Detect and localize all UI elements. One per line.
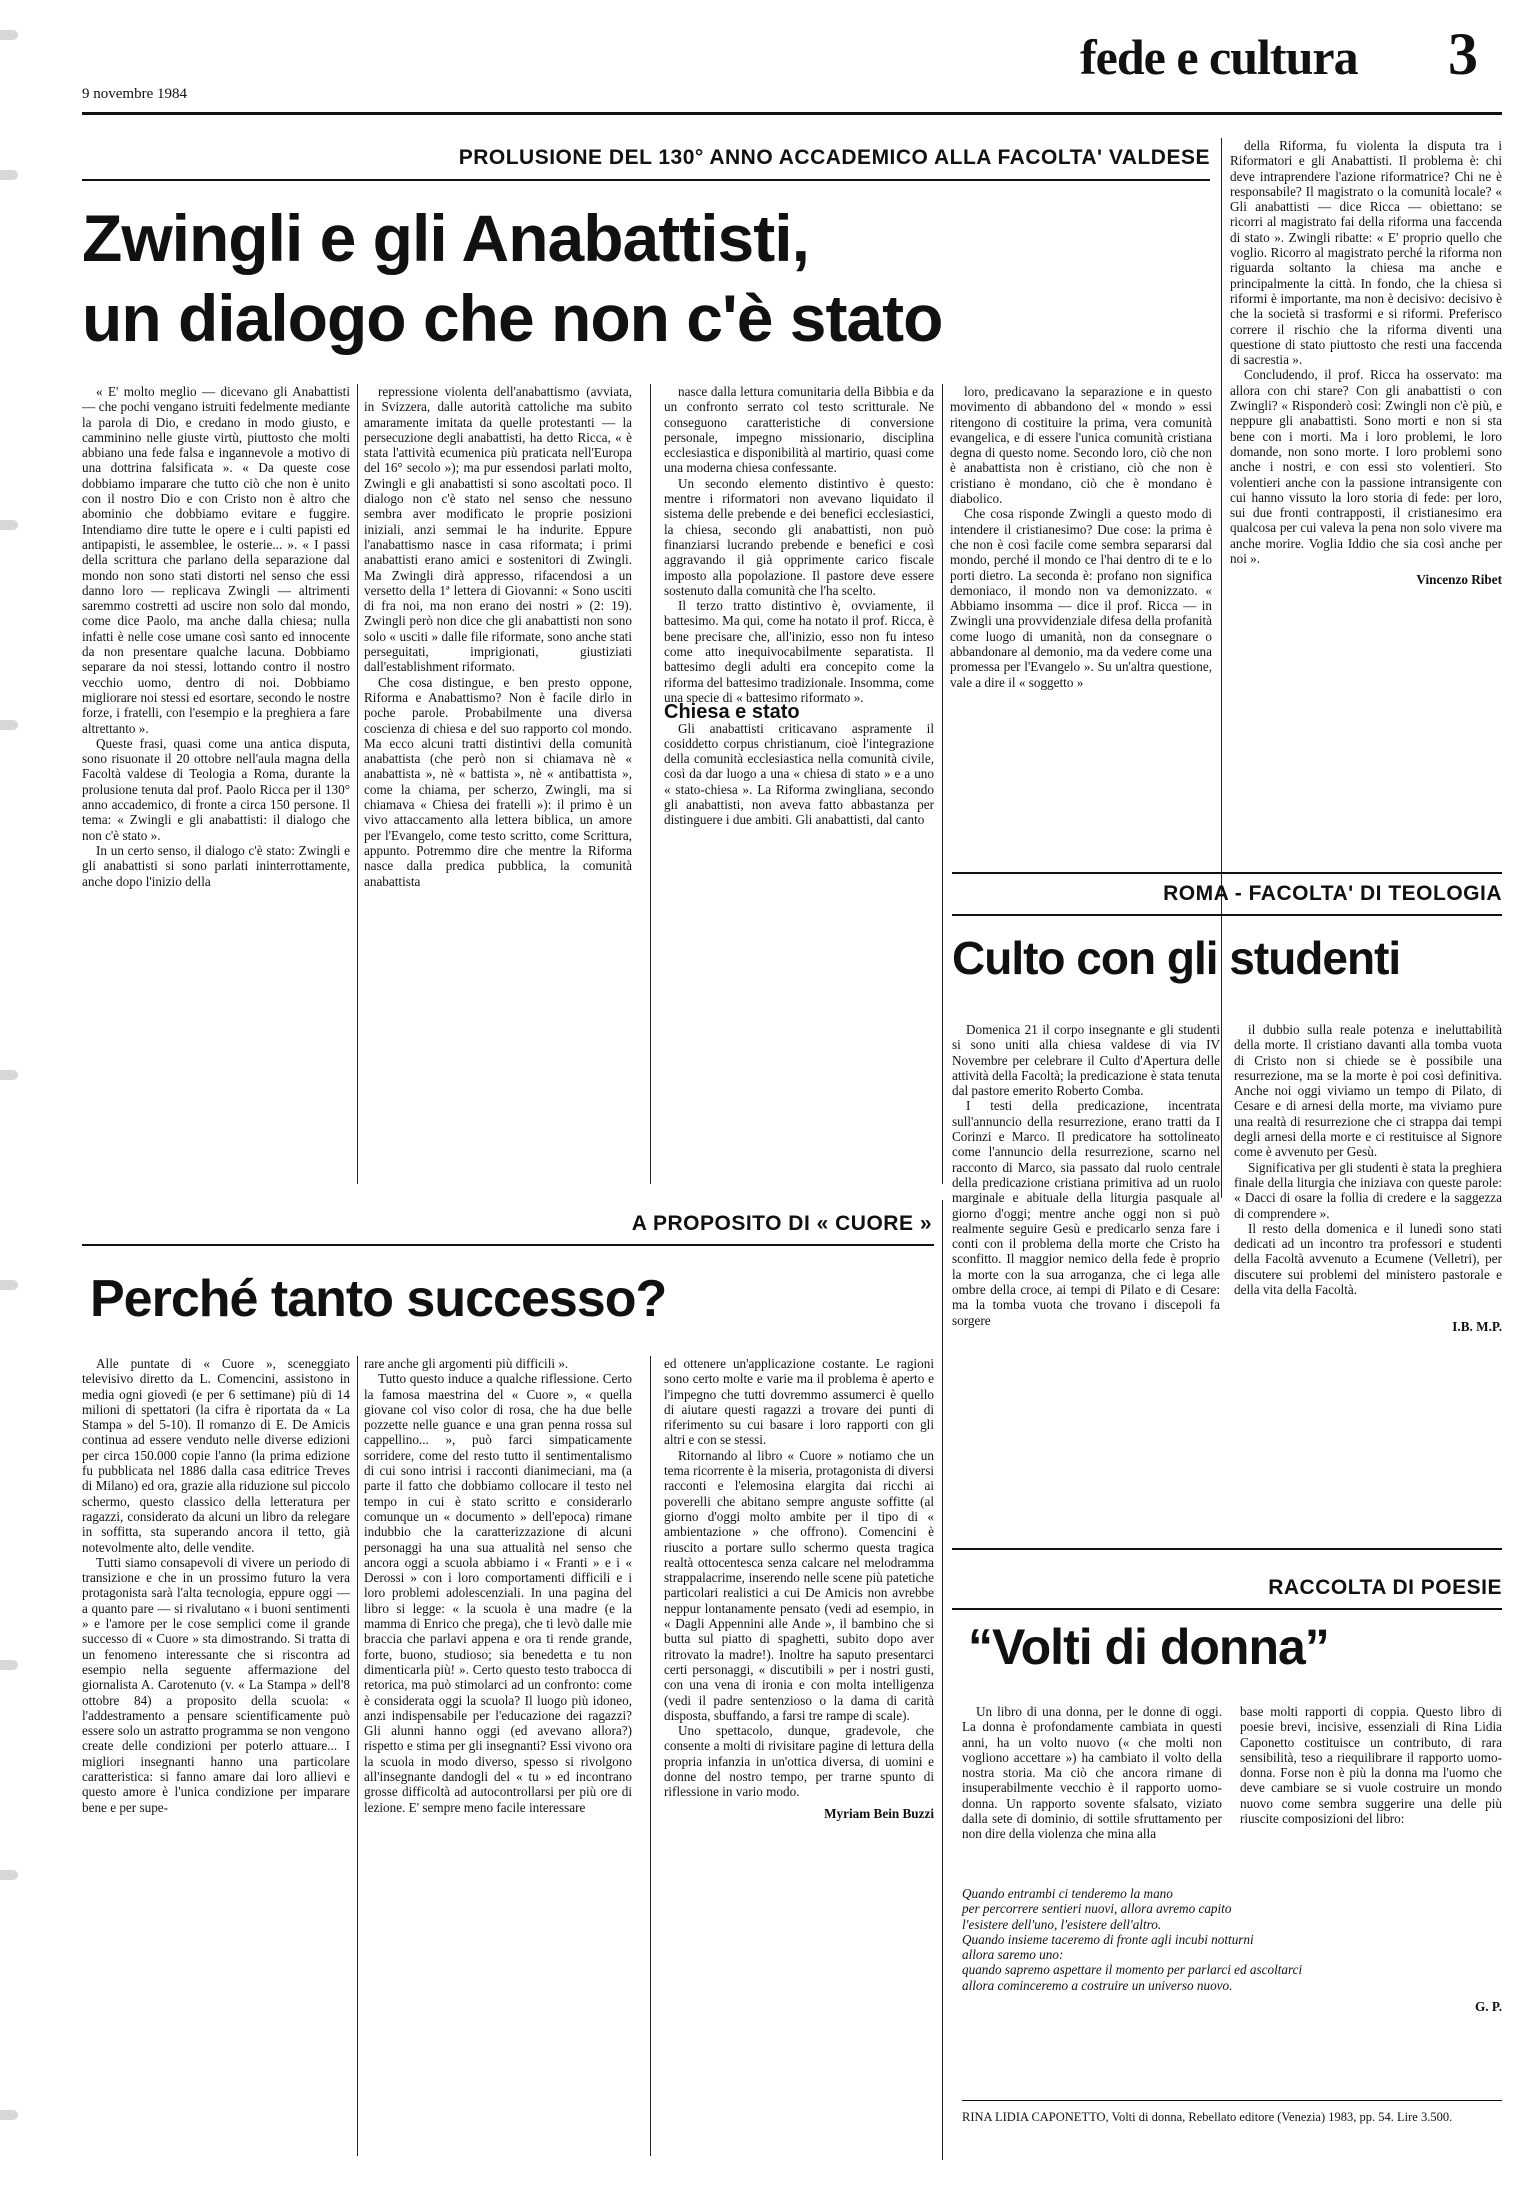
- subheading: Chiesa e stato: [664, 701, 800, 724]
- article-column: [1230, 138, 1502, 588]
- poem-line: per percorrere sentieri nuovi, allora avremo capito: [962, 1901, 1232, 1917]
- column-divider: [357, 1356, 358, 2156]
- article-column: [364, 1356, 632, 1815]
- poem-line: allora saremo uno:: [962, 1947, 1064, 1963]
- kicker-rule: [82, 179, 1210, 181]
- paragraph: Che cosa risponde Zwingli a questo modo di intendere il cristianesimo? Due cose: la prima è che non è così facile come sembra separarsi dal mondo, perché il mondo ce l'hai dentro di te e lo porti dietro. La seconda è: profano non significa demoniaco, il mondo non va demonizzato. « Abbiamo insomma — dice il prof. Ricca — in Zwingli una provvidenziale difesa della profanità come luogo di umanità, non da consegnare o abbandonare al demonio, ma da vedere come una promessa per l'Evangelo ». Su un'altra questione, vale a dire il « soggetto »: [950, 506, 1212, 690]
- binder-hole: [0, 1070, 18, 1080]
- paragraph: Tutto questo induce a qualche riflessione. Certo la famosa maestrina del « Cuore », « quella giovane col viso color di rosa, che ha due belle pozzette nelle guance e una gran penna rossa sul cappellino... », può farci simpaticamente sorridere, come del resto tutto il sentimentalismo di cui sono intrisi i racconti dianimeciani, ma (a parte il fatto che dobbiamo collocare il testo nel tempo in cui è stato scritto e considerarlo comunque un « documento » dell'epoca) rimane indubbio che la caratterizzazione di alcuni personaggi ha una sua attualità nel senso che ancora oggi a scuola abbiamo i « Franti » e i « Derossi » con i loro comportamenti difficili e i loro problemi adolescenziali. In una pagina del libro si legge: « la scuola è una madre (e la mamma di Enrico che prega), che ti levò dalle mie braccia che parlavi appena e ora ti rende grande, forte, buono, studioso; sia benedetta e tu non dimenticarla più! ». Certo questo testo trabocca di retorica, ma può stimolarci ad un confronto: come è considerata oggi la scuola? Il luogo più idoneo, anzi indispensabile per l'educazione dei ragazzi? Gli alunni hanno oggi (ed avevano allora?) rispetto e stima per gli insegnanti? Essi vivono ora la scuola in modo diverso, spesso si rivolgono all'insegnante dandogli del « tu » ed incontrano grosse difficoltà ad autocontrollarsi per più ore di lezione. E' sempre meno facile interessare: [364, 1371, 632, 1815]
- paragraph: rare anche gli argomenti più difficili ».: [364, 1356, 569, 1371]
- binder-hole: [0, 2110, 18, 2120]
- paragraph: Concludendo, il prof. Ricca ha osservato: ma allora con chi stare? Con gli anabattisti o con Zwingli? « Risponderò così: Zwingli non c'è più, e neppure gli anabattisti. Sono morti e non si sta bene con i morti. Ma i loro problemi, le loro domande, non sono morte. I loro problemi sono anche i nostri, e con essi sto volentieri. Sto volentieri anche con la passione intransigente con cui hanno vissuto la loro storia di fede: per loro, sui due fronti contrapposti, il cristianesimo era qualcosa per cui valeva la pena non solo vivere ma anche morire. Voglia Iddio che sia così anche per noi ».: [1230, 367, 1502, 567]
- paragraph: il dubbio sulla reale potenza e ineluttabilità della morte. Il cristiano davanti alla tomba vuota di Cristo non si chiede se è possibile una resurrezione, ma se la morte è poi così definitiva. Anche noi oggi viviamo un tempo di Pilato, di Cesare e di arnesi della morte, ma viviamo pure una realtà di resurrezione che ci strappa dai tempi degli arnesi della morte e ci restituisce al Signore come è avvenuto per Gesù.: [1234, 1022, 1502, 1160]
- headline-line-2: un dialogo che non c'è stato: [82, 281, 943, 355]
- paragraph: RINA LIDIA CAPONETTO, Volti di donna, Rebellato editore (Venezia) 1983, pp. 54. Lire 3.500.: [962, 2110, 1453, 2124]
- column-divider: [357, 384, 358, 1184]
- kicker-rule: [952, 914, 1502, 916]
- biblio-rule: [962, 2100, 1502, 2101]
- article-headline: Culto con gli studenti: [952, 932, 1401, 984]
- paragraph: della Riforma, fu violenta la disputa tra i Riformatori e gli Anabattisti. Il problema è: chi deve intraprendere l'azione riformatrice? Chi ne è responsabile? Il magistrato o la comunità locale? « Gli anabattisti — dice Ricca — obiettano: se ricorri al magistrato fai della riforma una faccenda di stato ». Zwingli ribatte: « E' proprio quello che voglio. Ricorro al magistrato perché la riforma non riguarda soltanto la chiesa ma anche e principalmente la città. In fondo, che la chiesa si riformi è importante, ma non è decisivo: decisivo è che la società si trasformi e si riformi. Preferisco correre il rischio che la riforma diventi una questione di stato piuttosto che resti una faccenda di sacrestia ».: [1230, 138, 1502, 368]
- byline: I.B. M.P.: [1452, 1319, 1502, 1335]
- poem: [962, 1886, 1502, 2014]
- paragraph: In un certo senso, il dialogo c'è stato: Zwingli e gli anabattisti si sono parlati ininterrottamente, anche dopo l'inizio della: [82, 842, 350, 889]
- article-column: [364, 384, 632, 889]
- paragraph: Un secondo elemento distintivo è questo: mentre i riformatori non avevano liquidato il sistema delle prebende e dei benefici ecclesiastici, la chiesa, secondo gli anabattisti, non può finanziarsi lucrando prebende e benefici e così aggravando il già opprimente carico fiscale imposto alla popolazione. Il pastore deve essere sostenuto dalla comunità che l'ha scelto.: [664, 475, 934, 598]
- paragraph: Uno spettacolo, dunque, gradevole, che consente a molti di rivisitare pagine di lettura della propria infanzia in un'ottica diversa, di uomini e donne del nostro tempo, per trarne spunto di riflessione in vario modo.: [664, 1723, 934, 1800]
- article-column: [82, 1356, 350, 1815]
- section-rule: [952, 872, 1502, 874]
- column-divider: [942, 1200, 943, 2160]
- column-divider: [942, 384, 943, 1184]
- binder-hole: [0, 1660, 18, 1670]
- paragraph: « E' molto meglio — dicevano gli Anabattisti — che pochi vengano istruiti fedelmente mediante la parola di Dio, e credano in modo giusto, e camminino nelle giuste virtù, piuttosto che molti abbiano una fede falsa e ingannevole a motivo di una dottrina falsificata ». « Da queste cose dobbiamo imparare che tutto ciò che non è unito con il nostro Dio e con Cristo non è altro che abominio che dobbiamo evitare e fuggire. Intendiamo dire tutte le opere e i culti papisti ed antipapisti, le assemblee, le osterie... ». « I passi della scrittura che parlano della separazione dal mondo non sono stati distorti nel senso che essi danno loro — replicava Zwingli — altrimenti saremmo costretti ad uscire non solo dal mondo, come dice Paolo, ma anche dalla chiesa; nulla infatti è nelle cose umane così santo ed innocente da non presentare qualche lacuna. Dobbiamo separare da noi stessi, lottando contro il nostro vecchio uomo, dentro di noi. Dobbiamo migliorare noi stessi ed esortare, secondo le nostre forze, i fratelli, con l'esempio e la preghiera a fare altrettanto ».: [82, 384, 350, 736]
- paragraph: repressione violenta dell'anabattismo (avviata, in Svizzera, dalle autorità cattoliche ma subito amaramente imitata da quelle protestanti — la persecuzione degli anabattisti, ha detto Ricca, « è stata l'attività ecumenica più praticata nell'Europa del 16° secolo »); ma pur essendosi parlati molto, Zwingli e gli anabattisti si sono ascoltati poco. Il dialogo non c'è stato nel senso che nessuno sembra aver modificato le proprie posizioni iniziali, anzi semmai le ha indurite. Eppure l'anabattismo nasce in casa riformata; i primi anabattisti erano amici e sostenitori di Zwingli. Ma Zwingli dirà appresso, rifacendosi a un versetto della 1ª lettera di Giovanni: « Sono usciti di fra noi, ma non erano dei nostri » (2: 19). Zwingli però non dice che gli anabattisti non sono solo « usciti » dalle file riformate, sono anche stati perseguitati, imprigionati, giustiziati dall'establishment riformato.: [364, 384, 632, 675]
- poem-line: l'esistere dell'uno, l'esistere dell'altro.: [962, 1916, 1162, 1932]
- byline: G. P.: [1475, 1999, 1502, 2015]
- column-divider: [1221, 138, 1222, 1198]
- paragraph: Queste frasi, quasi come una antica disputa, sono risuonate il 20 ottobre nell'aula magna della Facoltà valdese di Teologia a Roma, durante la prolusione tenuta dal prof. Paolo Ricca per il 130° anno accademico, di fronte a circa 150 persone. Il tema: « Zwingli e gli anabattisti: il dialogo che non c'è stato ».: [82, 735, 350, 843]
- kicker-rule: [952, 1608, 1502, 1610]
- article-column: [1234, 1022, 1502, 1335]
- byline: Myriam Bein Buzzi: [824, 1805, 934, 1821]
- binder-hole: [0, 1870, 18, 1880]
- article-headline: Perché tanto successo?: [90, 1270, 667, 1328]
- paragraph: base molti rapporti di coppia. Questo libro di poesie brevi, incisive, essenziali di Rina Lidia Caponetto costituisce un contributo, di rara sensibilità, teso a riequilibrare il rapporto uomo-donna. Forse non è più la donna ma l'uomo che deve cambiare se si vuole costruire un mondo nuovo come sembra suggerire una delle più riuscite composizioni del libro:: [1240, 1704, 1502, 1827]
- article-column: [82, 384, 350, 889]
- article-column: [664, 1356, 934, 1821]
- paragraph: Significativa per gli studenti è stata la preghiera finale della liturgia che iniziava con queste parole: « Dacci di osare la follia di credere e la saggezza di comprendere ».: [1234, 1159, 1502, 1221]
- section-rule: [952, 1548, 1502, 1550]
- masthead-rule: [82, 112, 1502, 115]
- article-kicker: ROMA - FACOLTA' DI TEOLOGIA: [1163, 882, 1502, 905]
- paragraph: Domenica 21 il corpo insegnante e gli studenti si sono uniti alla chiesa valdese di via IV Novembre per celebrare il Culto d'Apertura delle attività della Facoltà; la predicazione è stata tenuta dal pastore emerito Roberto Comba.: [952, 1022, 1220, 1099]
- poem-line: Quando entrambi ci tenderemo la mano: [962, 1886, 1173, 1901]
- binder-hole: [0, 1280, 18, 1290]
- poem-line: quando sapremo aspettare il momento per parlarci ed ascoltarci: [962, 1962, 1303, 1978]
- poem-line: allora cominceremo a costruire un universo nuovo.: [962, 1977, 1233, 1993]
- issue-date: 9 novembre 1984: [82, 86, 187, 102]
- poem-line: Quando insieme taceremo di fronte agli incubi notturni: [962, 1931, 1254, 1947]
- binder-hole: [0, 30, 18, 40]
- paragraph: Alle puntate di « Cuore », sceneggiato televisivo diretto da L. Comencini, assistono in media ogni giovedì (e per 6 settimane) più di 14 milioni di spettatori (la cifra è riportata da « La Stampa » del 5-10). Il romanzo di E. De Amicis continua ad essere venduto nelle diverse edizioni per circa 150.000 copie l'anno (la prima edizione fu pubblicata nel 1886 dalla casa editrice Treves di Milano) ed ora, grazie alla riduzione sul piccolo schermo, questo classico della letteratura per ragazzi, considerato da alcuni un libro da relegare in soffitta, sta superando ancora il tetto, già notevolmente alto, delle vendite.: [82, 1356, 350, 1555]
- article-kicker: RACCOLTA DI POESIE: [1268, 1576, 1502, 1599]
- column-divider: [650, 1356, 651, 2156]
- section-title: fede e cultura: [1080, 29, 1358, 85]
- article-column: [950, 384, 1212, 690]
- paragraph: Il resto della domenica e il lunedì sono stati dedicati ad un incontro tra professori e studenti della Facoltà avvenuto a Ecumene (Velletri), per discutere sui problemi del ministero pastorale e della vita della Facoltà.: [1234, 1220, 1502, 1298]
- article-column: [1240, 1704, 1502, 1826]
- kicker-rule: [82, 1244, 934, 1246]
- paragraph: Ritornando al libro « Cuore » notiamo che un tema ricorrente è la miseria, protagonista di diversi racconti e l'elemosina elargita dai ricchi ai poverelli che abitano sempre anguste soffitte (al giorno d'oggi molto ambite per il tipo di « ambientazione » che offrono). Comencini è riuscito a portare sullo schermo questa tragica realtà ottocentesca senza calcare nel melodramma strappalacrime, inserendo nelle scene più patetiche particolari realistici a cui De Amicis non avrebbe neppur lontanamente pensato (vedi ad esempio, in « Dagli Appennini alle Ande », il bambino che si butta sul piatto di spaghetti, subito dopo aver ritrovato la madre!). Inoltre ha saputo presentarci certi personaggi, « discutibili » per i nostri gusti, con una vena di ironia e con molta intelligenza (vedi il padre sentenzioso o la dama di carità disposta, sbuffando, a farsi tre rampe di scale).: [664, 1447, 934, 1723]
- headline-line-1: Zwingli e gli Anabattisti,: [82, 201, 809, 275]
- paragraph: loro, predicavano la separazione e in questo movimento di abbandono del « mondo » essi ritengono di costituire la prima, vera comunità evangelica, e di essere l'unica comunità cristiana degna di questo nome. Secondo loro, ciò che non è anabattista non è cristiano, ciò che non è cristiano è mondano, ciò che è mondano è diabolico.: [950, 384, 1212, 507]
- byline: Vincenzo Ribet: [1416, 572, 1502, 588]
- article-column: [962, 1704, 1222, 1842]
- binder-hole: [0, 170, 18, 180]
- article-kicker: PROLUSIONE DEL 130° ANNO ACCADEMICO ALLA FACOLTA' VALDESE: [458, 146, 1210, 169]
- binder-hole: [0, 520, 18, 530]
- column-divider: [650, 384, 651, 1184]
- article-column: [664, 384, 934, 828]
- article-kicker: A PROPOSITO DI « CUORE »: [631, 1212, 932, 1235]
- article-column: [952, 1022, 1220, 1328]
- paragraph: Gli anabattisti criticavano aspramente il cosiddetto corpus christianum, cioè l'integrazione della comunità ecclesiastica nella comunità civile, così da dar luogo a una « chiesa di stato » e a uno « stato-chiesa ». La Riforma zwingliana, secondo gli anabattisti, non aveva fatto abbastanza per distinguere i due ambiti. Gli anabattisti, dal canto: [664, 720, 934, 828]
- binder-hole: [0, 720, 18, 730]
- bibliographic-note: [962, 2110, 1502, 2125]
- paragraph: Un libro di una donna, per le donne di oggi. La donna è profondamente cambiata in questi anni, ha un volto nuovo (« che molti non vogliono accettare ») ha cambiato il volto della nostra storia. Ma ciò che ancora rimane di insuperabilmente vecchio è il rapporto uomo-donna. Un rapporto sovente sfalsato, viziato dalla sete di dominio, di sottile sfruttamento per non dire della violenza che mina alla: [962, 1704, 1222, 1842]
- paragraph: I testi della predicazione, incentrata sull'annuncio della resurrezione, erano tratti da I Corinzi e Marco. Il predicatore ha sottolineato come l'annuncio della resurrezione, scarno nel racconto di Marco, sia passato dal ruolo centrale della predicazione cristiana primitiva ad un ruolo marginale e abituale della liturgia pasquale al giorno d'oggi; mentre anche oggi non si può realmente seguire Gesù e predicarlo senza fare i conti con il problema della morte che Cristo ha sconfitto. Il maggior nemico della fede è proprio la morte con la sua arroganza, che ci lega alle ombre della croce, ai tempi di Pilato e di Cesare: ma la tomba vuota che trovano i discepoli fa sorgere: [952, 1098, 1220, 1328]
- paragraph: nasce dalla lettura comunitaria della Bibbia e da un confronto serrato col testo scritturale. Ne conseguono caratteristiche di conversione personale, impegno missionario, disciplina ecclesiastica e disponibilità al martirio, quasi come una moderna chiesa confessante.: [664, 384, 934, 476]
- paragraph: Che cosa distingue, e ben presto oppone, Riforma e Anabattismo? Non è facile dirlo in poche parole. Probabilmente una diversa coscienza di chiesa e del suo rapporto col mondo. Ma ecco alcuni tratti distintivi della comunità anabattista (che però non si chiamava nè « anabattista », nè « battista », nè « antibattista », come la chiama, per scherzo, Zwingli, ma si chiamava « Chiesa dei fratelli »): il primo è un vivo attaccamento alla lettera biblica, un amore per l'Evangelo, come testo scritto, come Scrittura, appunto. Potremmo dire che mentre la Riforma nasce dalla predica pubblica, la comunità anabattista: [364, 674, 632, 889]
- paragraph: Tutti siamo consapevoli di vivere un periodo di transizione e che in un prossimo futuro la vera protagonista sarà l'alta tecnologia, eppure oggi — a quanto pare — si rivalutano « i buoni sentimenti » e l'amore per le cose semplici come il grande successo di « Cuore » sta dimostrando. Si tratta di un fenomeno interessante che si riscontra ad esempio nella seguente affermazione del giornalista A. Carotenuto (v. « La Stampa » dell'8 ottobre 84) a proposito della scuola: « l'addestramento a pensare scientificamente può essere solo un astratto programma se non vengono create delle condizioni per poterlo attuare... I migliori insegnanti hanno una particolare caratteristica: si fanno amare dai loro allievi e questo amore è l'unica condizione per imparare bene e per supe-: [82, 1554, 350, 1815]
- article-headline: “Volti di donna”: [968, 1619, 1329, 1675]
- paragraph: ed ottenere un'applicazione costante. Le ragioni sono certo molte e varie ma il problema è aperto e l'impegno che tutti dovremmo assumerci è quello di aiutare questi ragazzi a trovare dei punti di riferimento su cui basare i loro rapporti con gli altri e con se stessi.: [664, 1356, 934, 1448]
- paragraph: Il terzo tratto distintivo è, ovviamente, il battesimo. Ma qui, come ha notato il prof. Ricca, è bene precisare che, all'inizio, esso non fu inteso come atto inequivocabilmente separatista. Il battesimo degli adulti era concepito come la riforma del battesimo tradizionale. Insomma, come una specie di « battesimo riformato ».: [664, 598, 934, 705]
- page-number: 3: [1448, 21, 1478, 87]
